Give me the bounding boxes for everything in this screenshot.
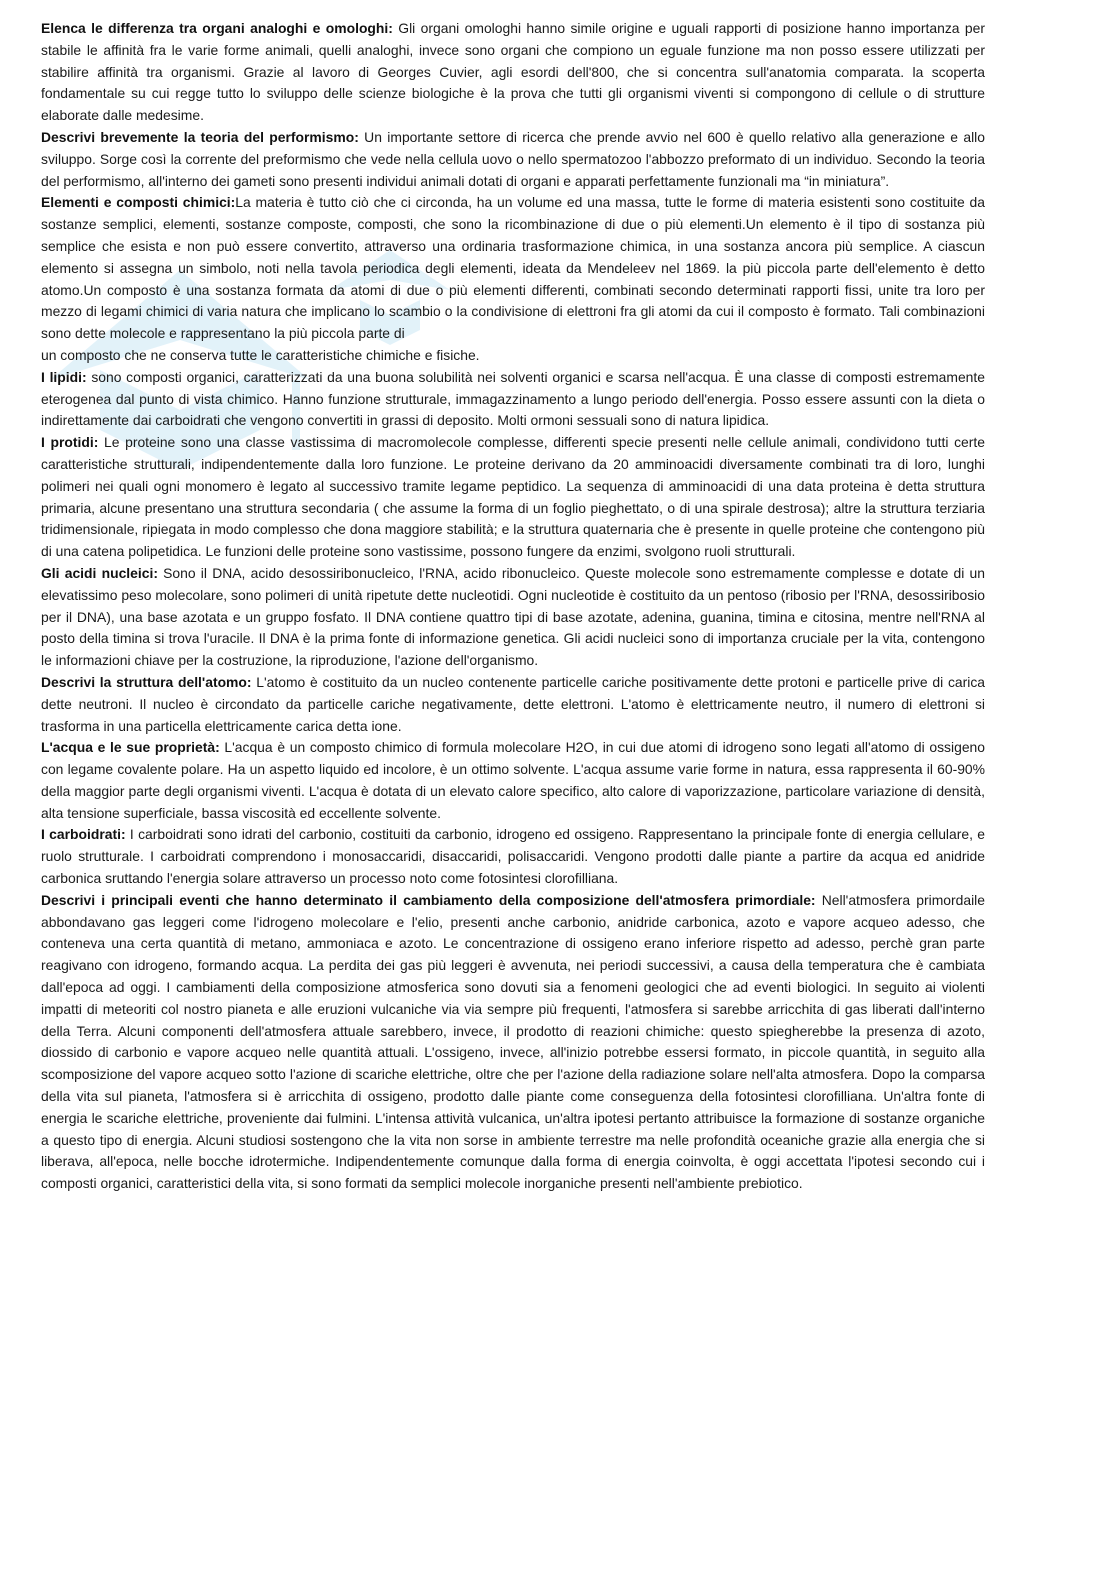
section-paragraph	[41, 672, 985, 737]
section-heading: Elenca le differenza tra organi analoghi e omologhi:	[41, 20, 393, 36]
section-paragraph	[41, 18, 985, 127]
section-paragraph	[41, 367, 985, 432]
section-heading: I protidi:	[41, 434, 99, 451]
document-page	[41, 18, 985, 1195]
section-heading: L'acqua e le sue proprietà:	[41, 739, 220, 756]
section-paragraph	[41, 127, 985, 192]
section-body: L'acqua è un composto chimico di formula molecolare H2O, in cui due atomi di idrogeno sono legati all'atomo di ossigeno con legame covalente polare. Ha un aspetto liquido ed incolore, è un ottimo solvente. L'acqua assume varie forme in natura, essa rappresenta il 60-90% della maggior parte degli organismi viventi. L'acqua è dotata di un elevato calore specifico, alto calore di vaporizzazione, particolare variazione di densità, alta tensione superficiale, bassa viscosità ed eccellente solvente.	[41, 739, 985, 821]
section-body: Sono il DNA, acido desossiribonucleico, l'RNA, acido ribonucleico. Queste molecole sono estremamente complesse e dotate di un elevatissimo peso molecolare, sono polimeri di unità ripetute dette nucleotidi. Ogni nucleotide è costituito da un pentoso (ribosio per l'RNA, desossiribosio per il DNA), una base azotata e un gruppo fosfato. Il DNA contiene quattro tipi di base azotate, adenina, guanina, timina e citosina, mentre nell'RNA al posto della timina si trova l'uracile. Il DNA è la prima fonte di informazione genetica. Gli acidi nucleici sono di importanza cruciale per la vita, contengono le informazioni chiave per la costruzione, la riproduzione, l'azione dell'organismo.	[41, 564, 985, 669]
section-paragraph	[41, 737, 985, 824]
section-heading: Descrivi i principali eventi che hanno determinato il cambiamento della composizione dell'atmosfera primordiale:	[41, 891, 816, 908]
section-heading: I lipidi:	[41, 368, 87, 385]
section-body: Un importante settore di ricerca che prende avvio nel 600 è quello relativo alla generazione e allo sviluppo. Sorge così la corrente del preformismo che vede nella cellula uovo o nello spermatozoo l'abbozzo preformato di un individuo. Secondo la teoria del performismo, all'interno dei gameti sono presenti individui animali dotati di organi e apparati perfettamente funzionali ma “in miniatura”.	[41, 128, 985, 189]
section-body: Nell'atmosfera primordaile abbondavano gas leggeri come l'idrogeno molecolare e l'elio, presenti anche carbonio, anidride carbonica, azoto e vapore acqueo adesso, che conteneva una certa quantità di metano, ammoniaca e azoto. Le concentrazione di ossigeno erano inferiore rispetto ad adesso, perchè gran parte reagivano con idrogeno, formando acqua. La perdita dei gas più leggeri è avvenuta, nei periodi successivi, a causa della temperatura che è cambiata dall'epoca ad oggi. I cambiamenti della composizione atmosferica sono dovuti sia a fenomeni geologici che ad eventi biologici. In seguito ai violenti impatti di meteoriti col nostro pianeta e alle eruzioni vulcaniche via via sempre più frequenti, l'atmosfera si sarebbe arricchita di gas liberati dall'interno della Terra. Alcuni componenti dell'atmosfera attuale sarebbero, invece, il prodotto di reazioni chimiche: questo spiegherebbe la presenza di azoto, diossido di carbonio e vapore acqueo nelle quantità attuali. L'ossigeno, invece, all'inizio potrebbe essersi formato, in piccole quantità, in seguito alla scomposizione del vapore acqueo sotto l'azione di scariche elettriche, oltre che per l'azione della radiazione solare nell'alta atmosfera. Dopo la comparsa della vita sul pianeta, l'atmosfera si è arricchita di ossigeno, prodotto dalle piante come conseguenza della fotosintesi clorofilliana. Un'altra fonte di energia le scariche elettriche, proveniente dai fulmini. L'intensa attività vulcanica, un'altra ipotesi pertanto attribuisce la formazione di sostanze organiche a questo tipo di energia. Alcuni studiosi sostengono che la vita non sorse in ambiente terrestre ma nelle profondità oceaniche grazie alla energia che si liberava, all'epoca, nelle bocche idrotermiche. Indipendentemente comunque dalla forma di energia coinvolta, è oggi accettata l'ipotesi secondo cui i composti organici, caratteristici della vita, si sono formati da semplici molecole inorganiche presenti nell'ambiente prebiotico.	[41, 891, 985, 1192]
section-paragraph	[41, 345, 985, 367]
section-paragraph	[41, 563, 985, 672]
section-heading: Gli acidi nucleici:	[41, 564, 158, 581]
section-body: un composto che ne conserva tutte le caratteristiche chimiche e fisiche.	[41, 346, 480, 363]
section-body: Gli organi omologhi hanno simile origine e uguali rapporti di posizione hanno importanza per stabile le affinità fra le varie forme animali, quelli analoghi, invece sono organi che compiono un eguale funzione ma non posso essere utilizzati per stabilire affinità tra organismi. Grazie al lavoro di Georges Cuvier, agli esordi dell'800, che si concentra sull'anatomia comparata. la scoperta fondamentale su cui regge tutto lo sviluppo delle scienze biologiche è la prova che tutti gli organismi viventi si compongono di cellule o di strutture elaborate dalle medesime.	[41, 20, 985, 124]
section-heading: I carboidrati:	[41, 826, 126, 843]
section-heading: Descrivi la struttura dell'atomo:	[41, 673, 252, 690]
section-paragraph	[41, 432, 985, 563]
section-heading: Descrivi brevemente la teoria del performismo:	[41, 128, 359, 145]
section-body: La materia è tutto ciò che ci circonda, ha un volume ed una massa, tutte le forme di materia esistenti sono costituite da sostanze semplici, elementi, sostanze composte, composti, che sono la ricombinazione di due o più elementi.Un elemento è il tipo di sostanza più semplice che esista e non può essere convertito, attraverso una ordinaria trasformazione chimica, in una sostanza ancora più semplice. A ciascun elemento si assegna un simbolo, noti nella tavola periodica degli elementi, ideata da Mendeleev nel 1869. la più piccola parte dell'elemento è detto atomo.Un composto è una sostanza formata da atomi di due o più elementi differenti, combinati secondo determinati rapporti fissi, unite tra loro per mezzo di legami chimici di varia natura che implicano lo scambio o la condivisione di elettroni fra gli atomi da cui il composto è formato. Tali combinazioni sono dette molecole e rappresentano la più piccola parte di	[41, 194, 985, 342]
section-paragraph	[41, 890, 985, 1195]
section-body: sono composti organici, caratterizzati da una buona solubilità nei solventi organici e scarsa nell'acqua. È una classe di composti estremamente eterogenea dal punto di vista chimico. Hanno funzione strutturale, immagazzinamento a lungo periodo dell'energia. Posso essere assunti con la dieta o indirettamente dai carboidrati che vengono convertiti in grassi di deposito. Molti ormoni sessuali sono di natura lipidica.	[41, 368, 985, 429]
section-body: I carboidrati sono idrati del carbonio, costituiti da carbonio, idrogeno ed ossigeno. Rappresentano la principale fonte di energia cellulare, e ruolo strutturale. I carboidrati comprendono i monosaccaridi, disaccaridi, polisaccaridi. Vengono prodotti dalle piante a partire da acqua ed anidride carbonica sruttando l'energia solare attraverso un processo noto come fotosintesi clorofilliana.	[41, 826, 985, 887]
section-body: L'atomo è costituito da un nucleo contenente particelle cariche positivamente dette protoni e particelle prive di carica dette neutroni. Il nucleo è circondato da particelle cariche negativamente, dette elettroni. L'atomo è elettricamente neutro, il numero di elettroni si trasforma in una particella elettricamente carica detta ione.	[41, 673, 985, 734]
section-paragraph	[41, 192, 985, 345]
section-body: Le proteine sono una classe vastissima di macromolecole complesse, differenti specie presenti nelle cellule animali, condividono tutti certe caratteristiche strutturali, indipendentemente dalla loro funzione. Le proteine derivano da 20 amminoacidi diversamente combinati tra di loro, lunghi polimeri nei quali ogni monomero è legato al successivo tramite legame peptidico. La sequenza di amminoacidi di una data proteina è detta struttura primaria, alcune presentano una struttura secondaria ( che assume la forma di un foglio pieghettato, o di una spirale destrosa); altre la struttura terziaria tridimensionale, ripiegata in modo complesso che dona maggiore stabilità; e la struttura quaternaria che è presente in quelle proteine che contengono più di una catena polipetidica. Le funzioni delle proteine sono vastissime, possono fungere da enzimi, svolgono ruoli strutturali.	[41, 434, 985, 560]
section-paragraph	[41, 824, 985, 889]
section-heading: Elementi e composti chimici:	[41, 194, 236, 211]
